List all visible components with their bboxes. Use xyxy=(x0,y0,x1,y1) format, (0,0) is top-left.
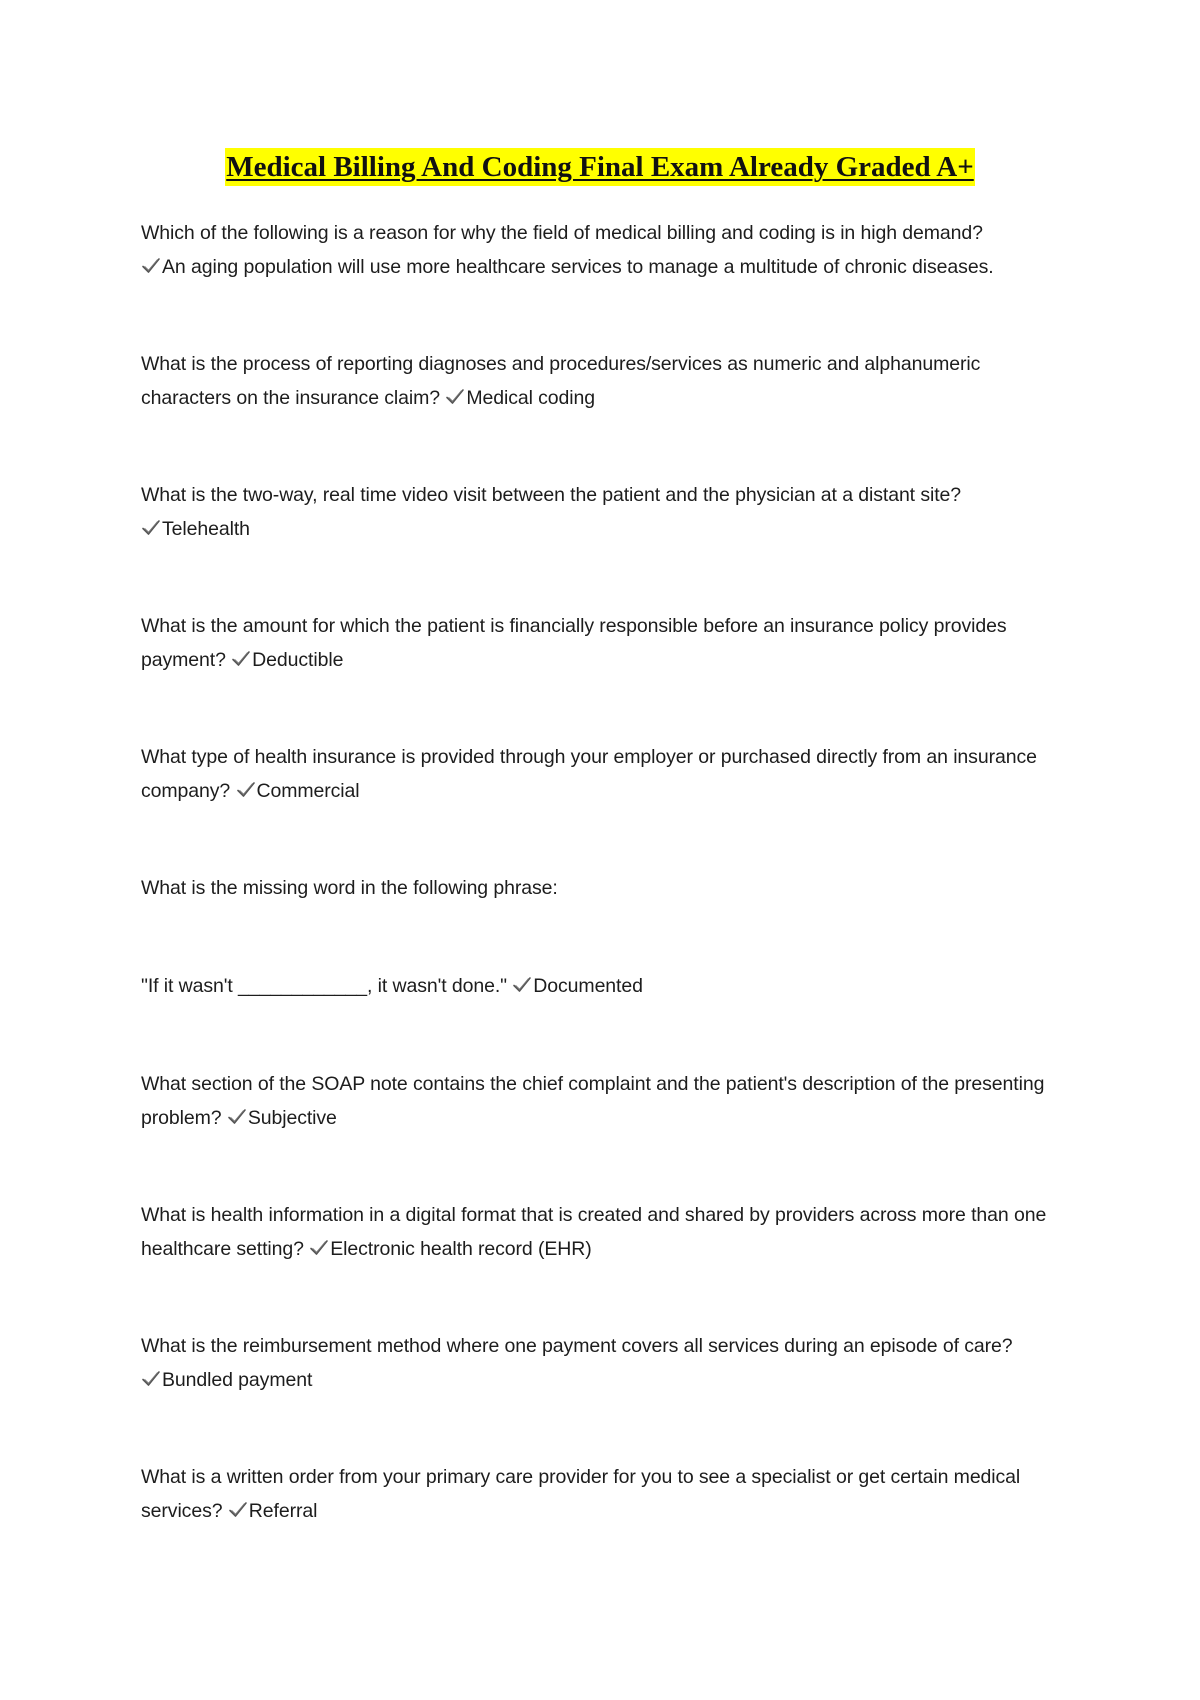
qa-item xyxy=(141,871,1061,905)
question-text: What section of the SOAP note contains the chief complaint and the patient's description of the presenting problem? xyxy=(141,1073,1045,1129)
document-title: Medical Billing And Coding Final Exam Already Graded A+ xyxy=(225,148,975,186)
answer-text: Referral xyxy=(248,1500,318,1522)
check-mark-icon xyxy=(445,387,465,407)
check-mark-icon xyxy=(228,1500,248,1520)
qa-item xyxy=(141,609,1061,677)
question-text: Which of the following is a reason for why the field of medical billing and coding is in high demand? xyxy=(141,222,983,244)
check-mark-icon xyxy=(141,1369,161,1389)
check-mark-icon xyxy=(309,1238,329,1258)
question-text: What type of health insurance is provided through your employer or purchased directly from an insurance company? xyxy=(141,746,1037,802)
qa-item xyxy=(141,1460,1061,1528)
qa-item xyxy=(141,1198,1061,1266)
qa-item xyxy=(141,478,1061,546)
question-text: What is the missing word in the following phrase: xyxy=(141,877,558,899)
question-text: What is health information in a digital format that is created and shared by providers across more than one healthcare setting? xyxy=(141,1204,1047,1260)
qa-item xyxy=(141,1329,1061,1397)
check-mark-icon xyxy=(231,649,251,669)
qa-item-continued xyxy=(141,969,1061,1003)
qa-item xyxy=(141,347,1061,415)
question-text: What is the amount for which the patient is financially responsible before an insurance policy provides payment? xyxy=(141,615,1007,671)
question-text: What is the reimbursement method where one payment covers all services during an episode of care? xyxy=(141,1335,1013,1357)
answer-text: An aging population will use more healthcare services to manage a multitude of chronic diseases. xyxy=(162,256,994,278)
check-mark-icon xyxy=(141,518,161,538)
qa-item xyxy=(141,216,1061,284)
answer-text: Telehealth xyxy=(162,518,250,540)
check-mark-icon xyxy=(512,975,532,995)
answer-text: Deductible xyxy=(252,649,344,671)
question-text: What is the two-way, real time video visit between the patient and the physician at a distant site? xyxy=(141,484,962,506)
answer-text: Documented xyxy=(533,975,643,997)
answer-text: Commercial xyxy=(256,780,360,802)
qa-item xyxy=(141,740,1061,808)
check-mark-icon xyxy=(227,1107,247,1127)
answer-text: Electronic health record (EHR) xyxy=(330,1238,592,1260)
question-text: What is a written order from your primary care provider for you to see a specialist or get certain medical services? xyxy=(141,1466,1021,1522)
title-container xyxy=(0,148,1200,186)
qa-item xyxy=(141,1067,1061,1135)
check-mark-icon xyxy=(141,256,161,276)
check-mark-icon xyxy=(236,780,256,800)
answer-text: Bundled payment xyxy=(162,1369,313,1391)
question-text: What is the process of reporting diagnoses and procedures/services as numeric and alphanumeric characters on the insurance claim? xyxy=(141,353,981,409)
question-text: "If it wasn't ____________, it wasn't done." xyxy=(141,975,507,997)
answer-text: Medical coding xyxy=(466,387,596,409)
answer-text: Subjective xyxy=(247,1107,337,1129)
